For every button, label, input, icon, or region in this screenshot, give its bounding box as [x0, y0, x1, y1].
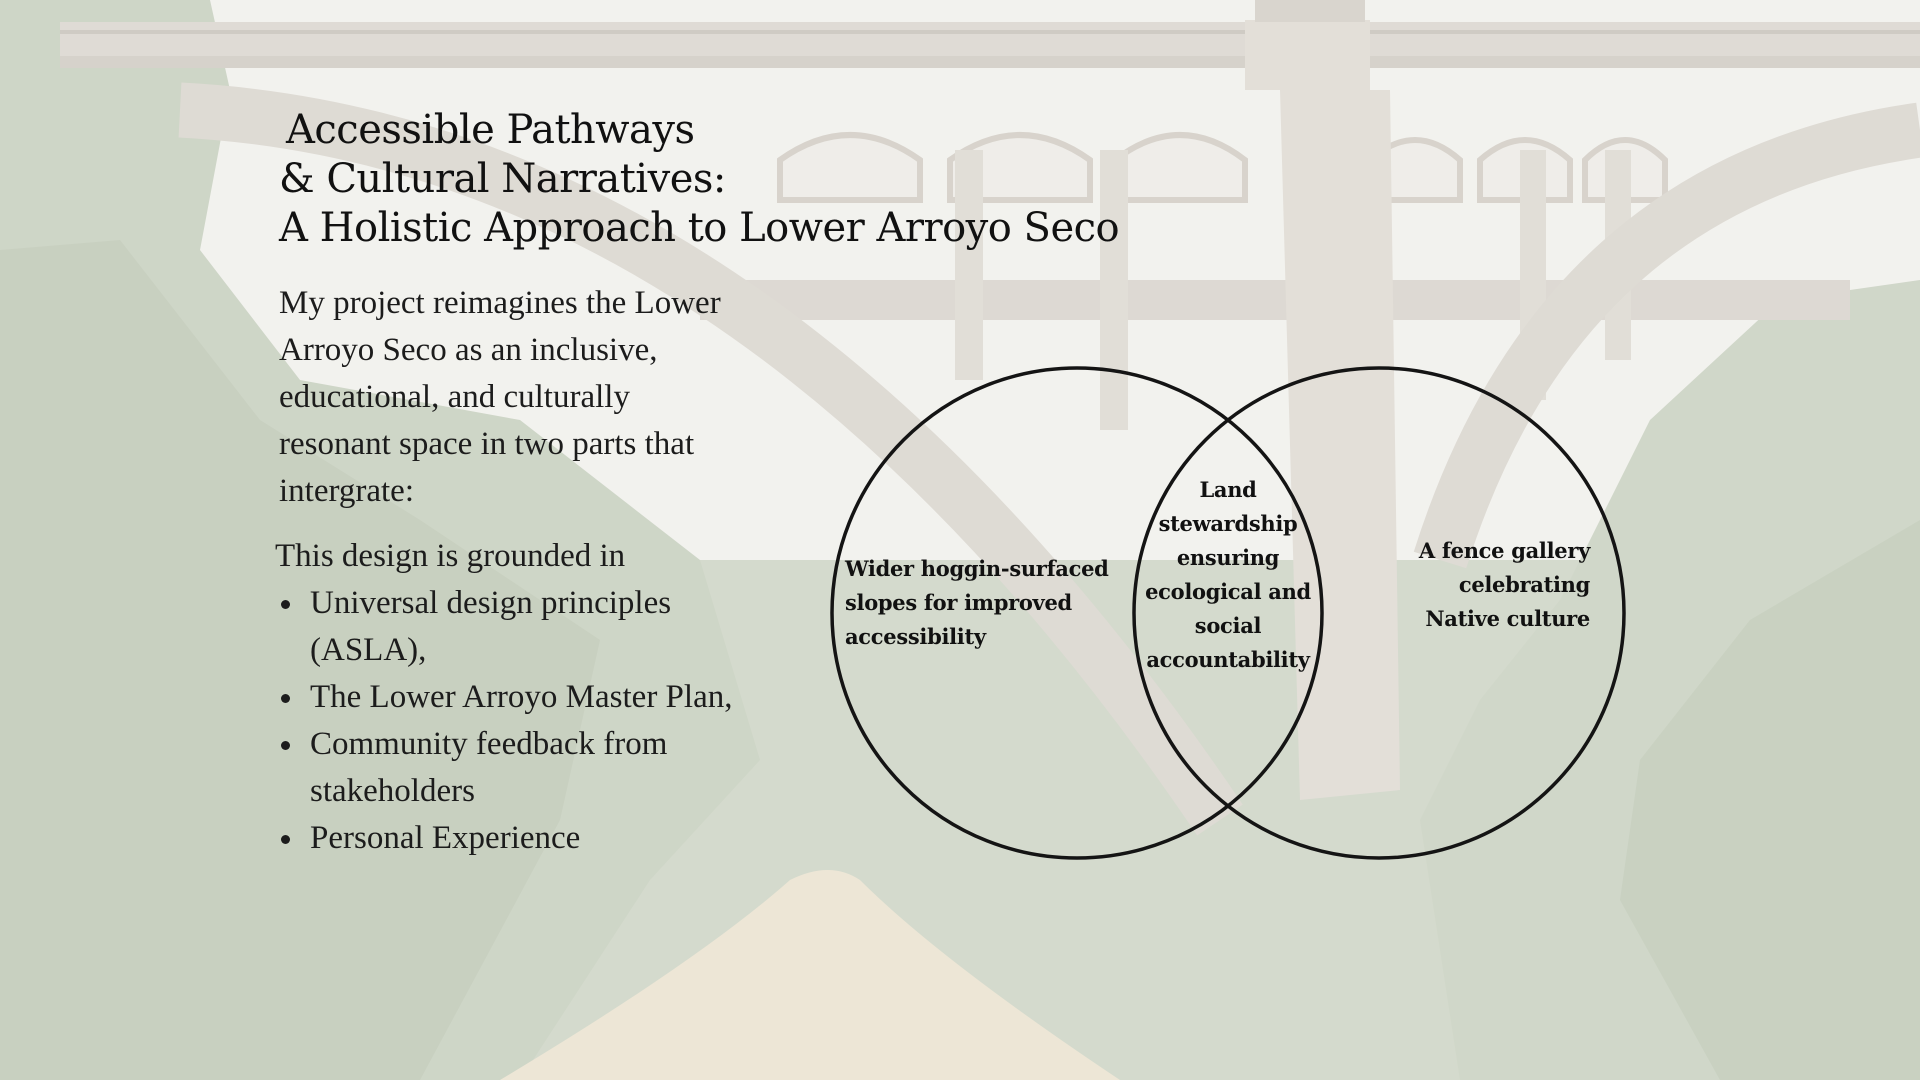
venn-center-line: stewardship	[1158, 511, 1298, 536]
venn-left-line: accessibility	[845, 624, 986, 649]
title-line-3: A Holistic Approach to Lower Arroyo Seco	[279, 205, 1120, 251]
venn-center-line: accountability	[1146, 647, 1310, 672]
venn-right-line: A fence gallery	[1418, 538, 1590, 563]
title-line-1: Accessible Pathways	[286, 107, 695, 153]
list-item-text: The Lower Arroyo Master Plan,	[310, 679, 733, 715]
venn-right-label	[1380, 534, 1590, 636]
venn-center-line: Land	[1199, 477, 1257, 502]
venn-center-label	[1133, 473, 1323, 677]
venn-right-line: celebrating	[1458, 572, 1590, 597]
venn-left-label	[845, 552, 1135, 654]
intro-paragraph: My project reimagines the Lower Arroyo Seco as an inclusive, educational, and culturally resonant space in two parts that intergrate:	[279, 285, 721, 509]
venn-center-line: ecological and	[1145, 579, 1311, 604]
list-item-text: Community feedback from stakeholders	[310, 726, 668, 809]
grounded-heading: This design is grounded in	[275, 538, 626, 574]
venn-center-line: ensuring	[1176, 545, 1280, 570]
venn-right-line: Native culture	[1425, 606, 1590, 631]
title-line-2: & Cultural Narratives:	[279, 156, 726, 202]
venn-left-line: Wider hoggin-surfaced	[845, 556, 1109, 581]
list-item-text: Universal design principles (ASLA),	[310, 585, 672, 668]
list-item-text: Personal Experience	[310, 820, 581, 856]
venn-left-line: slopes for improved	[845, 590, 1072, 615]
venn-center-line: social	[1194, 613, 1262, 638]
